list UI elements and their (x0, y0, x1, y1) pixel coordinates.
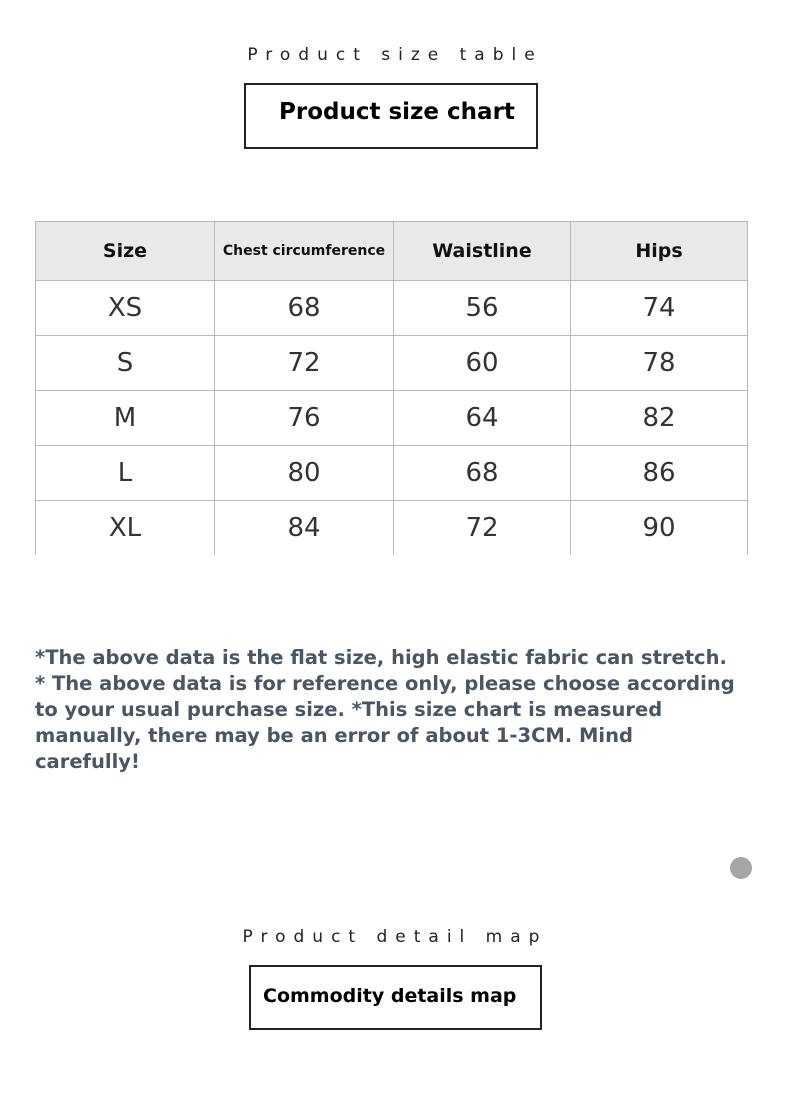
table-row (36, 501, 748, 556)
cell-waist: 72 (394, 501, 571, 556)
size-disclaimer-note: *The above data is the flat size, high elastic fabric can stretch. * The above data is for reference only, please choose according to your usual purchase size. *This size chart is measured manually, there may be an error of about 1-3CM. Mind carefully! (35, 646, 735, 773)
cell-hips: 90 (571, 501, 748, 556)
scroll-dot-indicator[interactable] (730, 857, 752, 879)
cell-waist: 56 (394, 281, 571, 336)
cell-size: XL (36, 501, 215, 556)
cell-size: XS (36, 281, 215, 336)
cell-chest: 84 (215, 501, 394, 556)
cell-waist: 68 (394, 446, 571, 501)
cell-hips: 82 (571, 391, 748, 446)
size-table (35, 221, 748, 555)
header-chest: Chest circumference (215, 222, 394, 281)
cell-chest: 72 (215, 336, 394, 391)
detail-map-title: Commodity details map (263, 985, 517, 1007)
cell-chest: 76 (215, 391, 394, 446)
cell-waist: 64 (394, 391, 571, 446)
cell-hips: 74 (571, 281, 748, 336)
header-waistline: Waistline (394, 222, 571, 281)
cell-size: M (36, 391, 215, 446)
size-table-caption: Product size table (247, 45, 543, 65)
header-size: Size (36, 222, 215, 281)
cell-waist: 60 (394, 336, 571, 391)
detail-map-caption: Product detail map (242, 927, 548, 947)
cell-hips: 78 (571, 336, 748, 391)
size-chart-title-box (244, 83, 538, 149)
size-chart-title: Product size chart (279, 99, 515, 125)
table-row (36, 281, 748, 336)
cell-size: S (36, 336, 215, 391)
table-row (36, 336, 748, 391)
header-hips: Hips (571, 222, 748, 281)
cell-chest: 68 (215, 281, 394, 336)
table-header-row (36, 222, 748, 281)
cell-hips: 86 (571, 446, 748, 501)
detail-map-title-box (249, 965, 542, 1030)
cell-chest: 80 (215, 446, 394, 501)
table-row (36, 391, 748, 446)
table-row (36, 446, 748, 501)
cell-size: L (36, 446, 215, 501)
